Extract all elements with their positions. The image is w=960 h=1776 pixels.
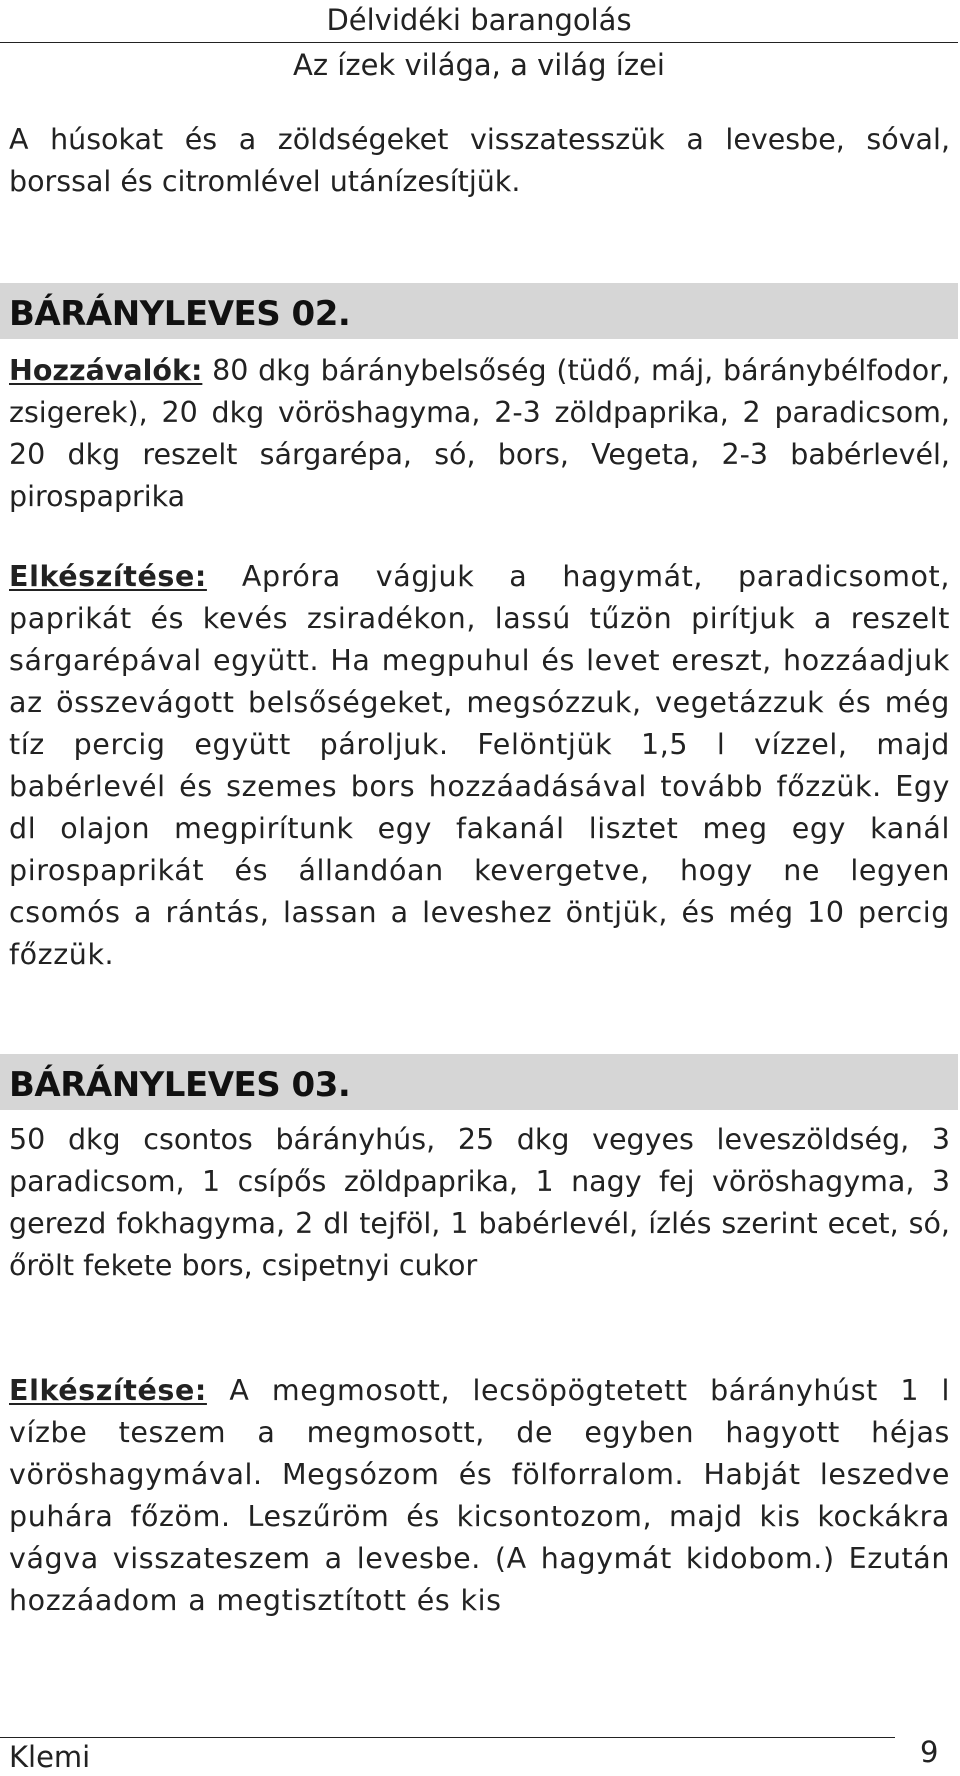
recipe-03-ingredients: 50 dkg csontos bárányhús, 25 dkg vegyes leveszöldség, 3 paradicsom, 1 csípős zöldpaprika, 1 nagy fej vöröshagyma, 3 gerezd fokhagyma, 2 dl tejföl, 1 babérlevél, ízlés szerint ecet, só, őrölt fekete bors, csipetnyi cukor bbox=[9, 1123, 950, 1282]
intro-paragraph: A húsokat és a zöldségeket visszatesszük a levesbe, sóval, borssal és citromlével utánízesítjük. bbox=[9, 123, 950, 198]
preparation-label: Elkészítése: bbox=[9, 1374, 207, 1407]
recipe-02-ingredients bbox=[9, 350, 950, 518]
page-header bbox=[0, 0, 958, 43]
page-number: 9 bbox=[920, 1735, 939, 1769]
header-title: Délvidéki barangolás bbox=[326, 3, 632, 37]
footer-author: Klemi bbox=[9, 1740, 91, 1774]
preparation-label: Elkészítése: bbox=[9, 560, 207, 593]
section-heading-band bbox=[0, 283, 958, 339]
recipe-03-preparation bbox=[9, 1370, 950, 1622]
recipe-02-preparation bbox=[9, 556, 950, 976]
ingredients-label: Hozzávalók: bbox=[9, 354, 203, 387]
preparation-text: Apróra vágjuk a hagymát, paradicsomot, paprikát és kevés zsiradékon, lassú tűzön pirítjuk a reszelt sárgarépával együtt. Ha megpuhul és levet ereszt, hozzáadjuk az összevágott belsőségeket, megsózzuk, vegetázzuk és még tíz percig együtt pároljuk. Felöntjük 1,5 l vízzel, majd babérlevél és szemes bors hozzáadásával tovább főzzük. Egy dl olajon megpirítunk egy fakanál lisztet meg egy kanál pirospaprikát és állandóan kevergetve, hogy ne legyen csomós a rántás, lassan a leveshez öntjük, és még 10 percig főzzük. bbox=[9, 560, 950, 971]
recipe-02-title: BÁRÁNYLEVES 02. bbox=[9, 294, 351, 334]
preparation-text: A megmosott, lecsöpögtetett bárányhúst 1 l vízbe teszem a megmosott, de egyben hagyott héjas vöröshagymával. Megsózom és fölforralom. Habját leszedve puhára főzöm. Leszűröm és kicsontozom, majd kis kockákra vágva visszateszem a levesbe. (A hagymát kidobom.) Ezután hozzáadom a megtisztított és kis bbox=[9, 1374, 950, 1617]
recipe-03-title: BÁRÁNYLEVES 03. bbox=[9, 1065, 351, 1105]
footer-rule bbox=[0, 1737, 895, 1738]
section-heading-band bbox=[0, 1054, 958, 1110]
ingredients-text: 80 dkg báránybelsőség (tüdő, máj, báránybélfodor, zsigerek), 20 dkg vöröshagyma, 2-3 zöldpaprika, 2 paradicsom, 20 dkg reszelt sárgarépa, só, bors, Vegeta, 2-3 babérlevél, pirospaprika bbox=[9, 354, 950, 513]
header-subtitle: Az ízek világa, a világ ízei bbox=[293, 48, 665, 82]
